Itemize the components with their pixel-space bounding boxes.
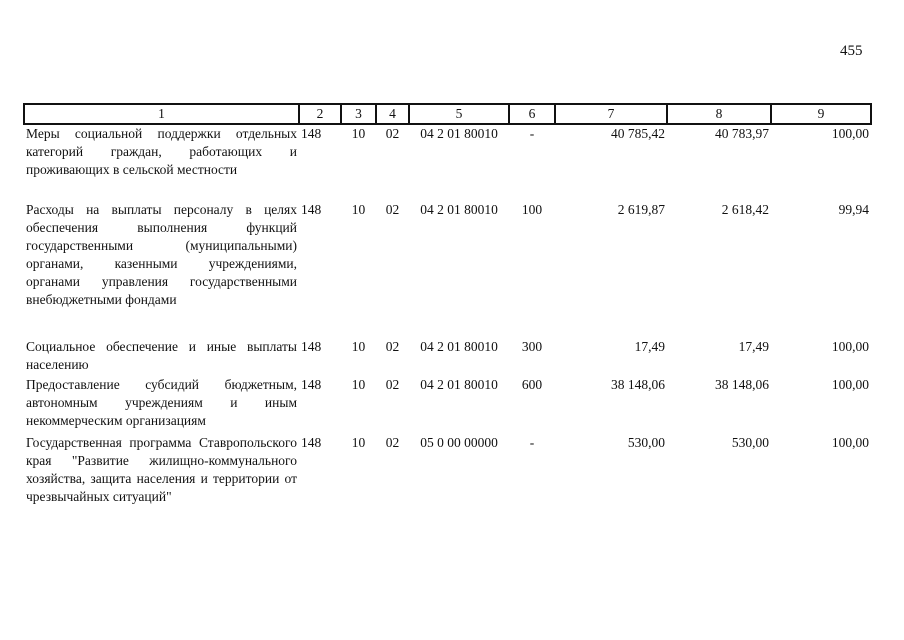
cell-expense-type: 300 [521,339,543,354]
cell-section: 10 [351,377,366,392]
cell-percent: 100,00 [831,377,869,392]
cell-percent: 100,00 [831,339,869,354]
cell-percent: 99,94 [838,202,869,217]
cell-ministry-code: 148 [301,126,322,141]
cell-percent: 100,00 [831,435,869,450]
table-row [24,434,871,530]
page-number: 455 [840,43,863,59]
cell-percent: 100,00 [831,126,869,141]
cell-ministry-code: 148 [301,377,322,392]
column-header-9: 9 [771,104,871,124]
cell-target-article: 04 2 01 80010 [420,339,498,354]
cell-actual-amount: 40 783,97 [715,126,769,141]
cell-subsection: 02 [385,377,400,392]
cell-section: 10 [351,126,366,141]
column-header-7: 7 [555,104,667,124]
cell-actual-amount: 38 148,06 [715,377,769,392]
cell-subsection: 02 [385,435,400,450]
row-description: Меры социальной поддержки отдельных категорий граждан, работающих и проживающих в сельской местности [26,126,297,177]
cell-planned-amount: 2 619,87 [617,202,665,217]
row-description: Расходы на выплаты персоналу в целях обеспечения выполнения функций государственными (муниципальными) органами, казенными учреждениями, органами управления государственными внебюджетными фондами [26,202,297,307]
table-row [24,338,871,376]
column-header-5: 5 [409,104,509,124]
table-row [24,376,871,434]
cell-ministry-code: 148 [301,202,322,217]
cell-target-article: 05 0 00 00000 [420,435,498,450]
cell-expense-type: 100 [521,202,543,217]
column-header-3: 3 [341,104,376,124]
cell-expense-type: - [529,126,535,141]
cell-planned-amount: 17,49 [634,339,665,354]
cell-expense-type: 600 [521,377,543,392]
column-header-6: 6 [509,104,555,124]
cell-actual-amount: 2 618,42 [721,202,769,217]
cell-planned-amount: 38 148,06 [611,377,665,392]
table-row [24,124,871,201]
cell-actual-amount: 530,00 [731,435,769,450]
cell-subsection: 02 [385,339,400,354]
cell-section: 10 [351,202,366,217]
column-header-2: 2 [299,104,341,124]
cell-planned-amount: 530,00 [627,435,665,450]
cell-section: 10 [351,435,366,450]
cell-expense-type: - [529,435,535,450]
cell-target-article: 04 2 01 80010 [420,377,498,392]
cell-planned-amount: 40 785,42 [611,126,665,141]
column-header-1: 1 [24,104,299,124]
budget-table [23,103,872,530]
cell-subsection: 02 [385,202,400,217]
column-header-8: 8 [667,104,771,124]
cell-target-article: 04 2 01 80010 [420,126,498,141]
cell-section: 10 [351,339,366,354]
row-description: Предоставление субсидий бюджетным, автономным учреждениям и иным некоммерческим организациям [26,377,297,428]
cell-ministry-code: 148 [301,339,322,354]
table-row [24,201,871,338]
cell-actual-amount: 17,49 [738,339,769,354]
header-row [24,104,871,124]
cell-subsection: 02 [385,126,400,141]
column-header-4: 4 [376,104,409,124]
cell-target-article: 04 2 01 80010 [420,202,498,217]
row-description: Государственная программа Ставропольского края "Развитие жилищно-коммунального хозяйства, защита населения и территории от чрезвычайных ситуаций" [26,435,297,504]
cell-ministry-code: 148 [301,435,322,450]
row-description: Социальное обеспечение и иные выплаты населению [26,339,297,372]
